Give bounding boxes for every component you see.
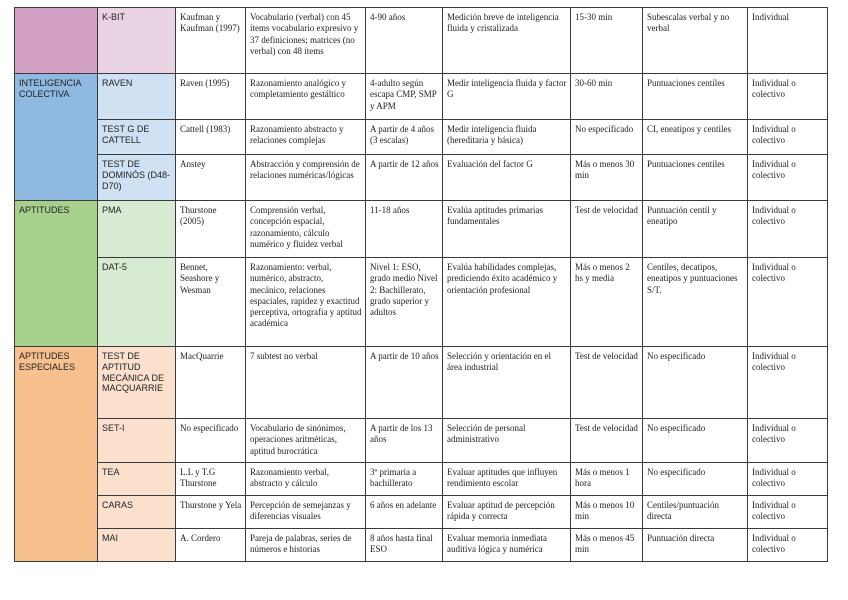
administration-cell: Individual o colectivo — [748, 155, 828, 201]
content-cell: 7 subtest no verbal — [246, 347, 366, 419]
scoring-cell: No especificado — [643, 463, 748, 496]
administration-cell: Individual o colectivo — [748, 496, 828, 529]
purpose-cell: Selección y orientación en el área industrial — [443, 347, 571, 419]
purpose-cell: Evaluar aptitud de percepción rápida y correcta — [443, 496, 571, 529]
scoring-cell: CI, eneatipos y centiles — [643, 120, 748, 155]
content-cell: Vocabulario de sinónimos, operaciones aritméticas, aptitud burocrática — [246, 419, 366, 463]
category-cell: APTITUDES — [15, 201, 98, 347]
content-cell: Abstracción y comprensión de relaciones numéricas/lógicas — [246, 155, 366, 201]
test-name-cell: TEST DE APTITUD MECÁNICA DE MACQUARRIE — [98, 347, 176, 419]
category-cell: INTELIGENCIA COLECTIVA — [15, 74, 98, 201]
age-range-cell: 4-adulto según escapa CMP, SMP y APM — [366, 74, 443, 120]
purpose-cell: Medición breve de inteligencia fluida y cristalizada — [443, 8, 571, 74]
content-cell: Razonamiento abstracto y relaciones complejas — [246, 120, 366, 155]
purpose-cell: Medir inteligencia fluida (hereditaria y básica) — [443, 120, 571, 155]
administration-cell: Individual o colectivo — [748, 529, 828, 562]
duration-cell: Más o menos 10 min — [571, 496, 643, 529]
author-cell: L.L y T.G Thurstone — [176, 463, 246, 496]
author-cell: Cattell (1983) — [176, 120, 246, 155]
administration-cell: Individual o colectivo — [748, 347, 828, 419]
table-row — [15, 419, 828, 463]
duration-cell: Más o menos 30 min — [571, 155, 643, 201]
category-cell — [15, 8, 98, 74]
author-cell: Anstey — [176, 155, 246, 201]
test-name-cell: TEST DE DOMINÓS (D48-D70) — [98, 155, 176, 201]
table-row — [15, 155, 828, 201]
duration-cell: Test de velocidad — [571, 201, 643, 258]
age-range-cell: Nivel 1: ESO, grado medio Nivel 2: Bachillerato, grado superior y adultos — [366, 258, 443, 347]
test-name-cell: CARAS — [98, 496, 176, 529]
administration-cell: Individual o colectivo — [748, 419, 828, 463]
age-range-cell: 8 años hasta final ESO — [366, 529, 443, 562]
duration-cell: No especificado — [571, 120, 643, 155]
author-cell: MacQuarrie — [176, 347, 246, 419]
scoring-cell: Puntuaciones centiles — [643, 155, 748, 201]
test-comparison-table — [14, 7, 828, 562]
purpose-cell: Medir inteligencia fluida y factor G — [443, 74, 571, 120]
administration-cell: Individual o colectivo — [748, 258, 828, 347]
duration-cell: 30-60 min — [571, 74, 643, 120]
author-cell: Raven (1995) — [176, 74, 246, 120]
content-cell: Razonamiento analógico y completamiento gestáltico — [246, 74, 366, 120]
duration-cell: 15-30 min — [571, 8, 643, 74]
content-cell: Pareja de palabras, series de números e historias — [246, 529, 366, 562]
test-name-cell: RAVEN — [98, 74, 176, 120]
table-row — [15, 496, 828, 529]
scoring-cell: No especificado — [643, 347, 748, 419]
administration-cell: Individual o colectivo — [748, 201, 828, 258]
author-cell: Kaufman y Kaufman (1997) — [176, 8, 246, 74]
duration-cell: Más o menos 45 min — [571, 529, 643, 562]
age-range-cell: A partir de 4 años (3 escalas) — [366, 120, 443, 155]
purpose-cell: Evalúa aptitudes primarias fundamentales — [443, 201, 571, 258]
scoring-cell: Subescalas verbal y no verbal — [643, 8, 748, 74]
age-range-cell: 11-18 años — [366, 201, 443, 258]
administration-cell: Individual — [748, 8, 828, 74]
scoring-cell: Centiles/puntuación directa — [643, 496, 748, 529]
table-row — [15, 120, 828, 155]
scoring-cell: Puntuaciones centiles — [643, 74, 748, 120]
age-range-cell: 3º primaria a bachillerato — [366, 463, 443, 496]
table-row — [15, 8, 828, 74]
content-cell: Razonamiento verbal, abstracto y cálculo — [246, 463, 366, 496]
purpose-cell: Evaluar memoria inmediata auditiva lógica y numérica — [443, 529, 571, 562]
content-cell: Comprensión verbal, concepción espacial, razonamiento, cálculo numérico y fluidez verbal — [246, 201, 366, 258]
content-cell: Razonamiento: verbal, numérico, abstracto, mecánico, relaciones espaciales, rapidez y exactitud perceptiva, ortografía y aptitud académica — [246, 258, 366, 347]
administration-cell: Individual o colectivo — [748, 120, 828, 155]
table-row — [15, 74, 828, 120]
test-name-cell: K-BIT — [98, 8, 176, 74]
author-cell: Thurstone (2005) — [176, 201, 246, 258]
table-row — [15, 529, 828, 562]
age-range-cell: A partir de 10 años — [366, 347, 443, 419]
administration-cell: Individual o colectivo — [748, 463, 828, 496]
test-name-cell: DAT-5 — [98, 258, 176, 347]
table-row — [15, 463, 828, 496]
administration-cell: Individual o colectivo — [748, 74, 828, 120]
author-cell: Thurstone y Yela — [176, 496, 246, 529]
content-cell: Percepción de semejanzas y diferencias visuales — [246, 496, 366, 529]
purpose-cell: Evalúa habilidades complejas, prediciendo éxito académico y orientación profesional — [443, 258, 571, 347]
test-name-cell: SET-I — [98, 419, 176, 463]
scoring-cell: Centiles, decatipos, eneatipos y puntuaciones S/T. — [643, 258, 748, 347]
test-name-cell: MAI — [98, 529, 176, 562]
category-cell: APTITUDES ESPECIALES — [15, 347, 98, 562]
test-name-cell: TEST G DE CATTELL — [98, 120, 176, 155]
test-name-cell: PMA — [98, 201, 176, 258]
duration-cell: Test de velocidad — [571, 419, 643, 463]
table-row — [15, 258, 828, 347]
age-range-cell: 6 años en adelante — [366, 496, 443, 529]
duration-cell: Test de velocidad — [571, 347, 643, 419]
author-cell: No especificado — [176, 419, 246, 463]
age-range-cell: A partir de 12 años — [366, 155, 443, 201]
table-row — [15, 201, 828, 258]
purpose-cell: Selección de personal administrativo — [443, 419, 571, 463]
author-cell: Bennet, Seashore y Wesman — [176, 258, 246, 347]
scoring-cell: Puntuación centil y eneatipo — [643, 201, 748, 258]
table-body — [15, 8, 828, 562]
author-cell: A. Cordero — [176, 529, 246, 562]
duration-cell: Más o menos 2 hs y media — [571, 258, 643, 347]
test-name-cell: TEA — [98, 463, 176, 496]
duration-cell: Más o menos 1 hora — [571, 463, 643, 496]
purpose-cell: Evaluación del factor G — [443, 155, 571, 201]
scoring-cell: No especificado — [643, 419, 748, 463]
content-cell: Vocabulario (verbal) con 45 ítems vocabulario expresivo y 37 definiciones; matrices (no verbal) con 48 ítems — [246, 8, 366, 74]
purpose-cell: Evaluar aptitudes que influyen rendimiento escolar — [443, 463, 571, 496]
table-row — [15, 347, 828, 419]
scoring-cell: Puntuación directa — [643, 529, 748, 562]
age-range-cell: 4-90 años — [366, 8, 443, 74]
age-range-cell: A partir de los 13 años — [366, 419, 443, 463]
